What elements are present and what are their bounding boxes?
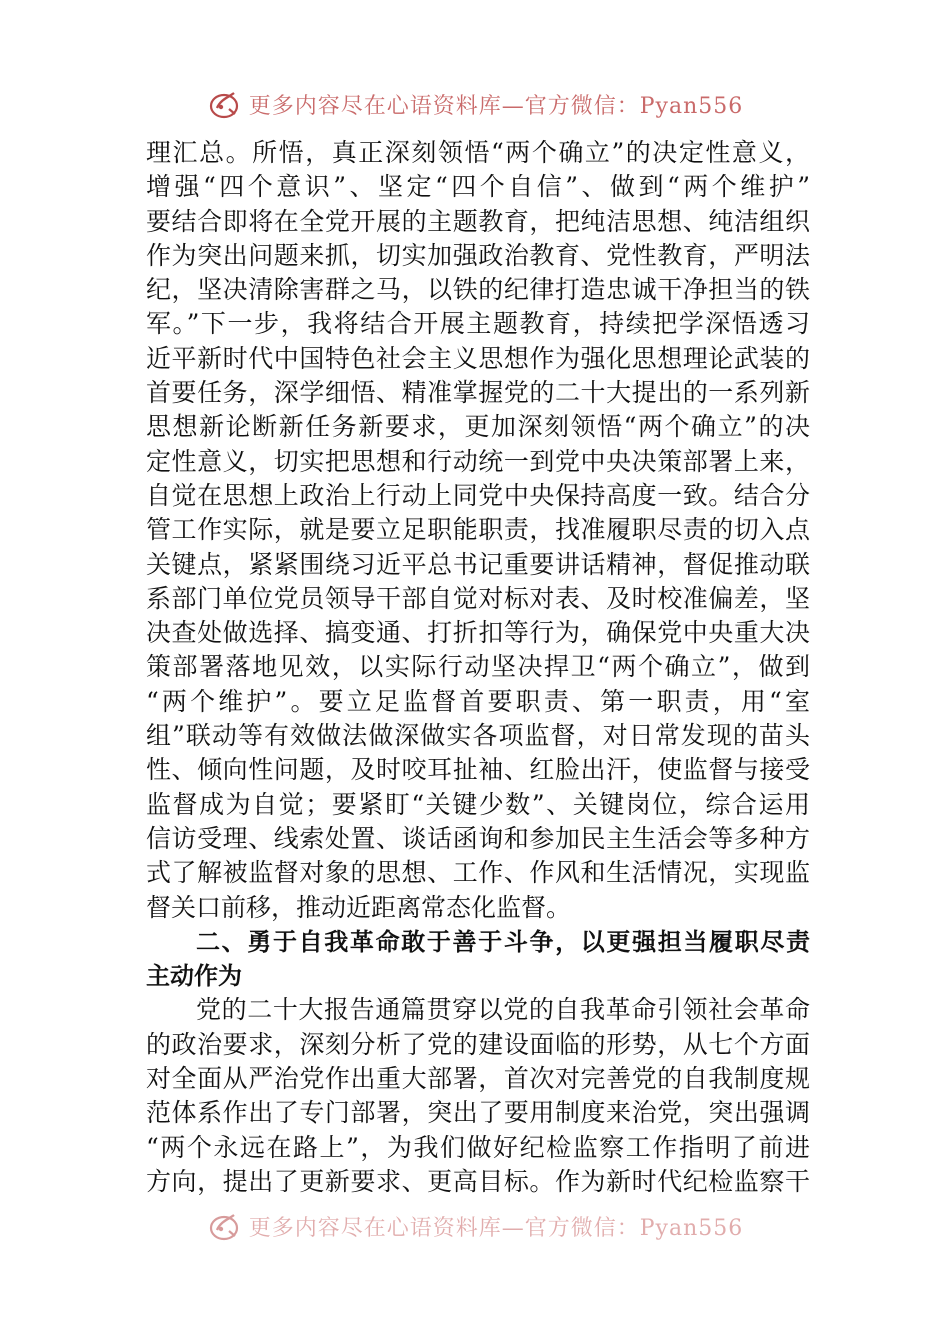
watermark-footer bbox=[0, 1208, 950, 1244]
text-line: 近平新时代中国特色社会主义思想作为强化思想理论武装的 bbox=[146, 343, 810, 373]
text-line: 决查处做选择、搞变通、打折扣等行为，确保党中央重大决 bbox=[146, 618, 810, 648]
text-line: 作为突出问题来抓，切实加强政治教育、党性教育，严明法 bbox=[146, 240, 810, 270]
text-line: 监督成为自觉；要紧盯“关键少数”、关键岗位，综合运用 bbox=[146, 789, 810, 819]
text-line: 军。”下一步，我将结合开展主题教育，持续把学深悟透习 bbox=[146, 309, 810, 339]
text-line: 方向，提出了更新要求、更高目标。作为新时代纪检监察干 bbox=[146, 1166, 810, 1196]
text-line: 自觉在思想上政治上行动上同党中央保持高度一致。结合分 bbox=[146, 480, 810, 510]
text-line: 思想新论断新任务新要求，更加深刻领悟“两个确立”的决 bbox=[146, 412, 810, 442]
text-line: 性、倾向性问题，及时咬耳扯袖、红脸出汗，使监督与接受 bbox=[146, 755, 810, 785]
watermark-header bbox=[0, 86, 950, 122]
text-line: 增强“四个意识”、坚定“四个自信”、做到“两个维护” bbox=[146, 172, 810, 202]
section-heading bbox=[146, 925, 810, 994]
text-line: 要结合即将在全党开展的主题教育，把纯洁思想、纯洁组织 bbox=[146, 206, 810, 236]
text-line: 定性意义，切实把思想和行动统一到党中央决策部署上来， bbox=[146, 446, 810, 476]
text-line: 党的二十大报告通篇贯穿以党的自我革命引领社会革命 bbox=[196, 995, 810, 1025]
text-line: 督关口前移，推动近距离常态化监督。 bbox=[146, 892, 572, 922]
text-line: 式了解被监督对象的思想、工作、作风和生活情况，实现监 bbox=[146, 858, 810, 888]
text-line: 对全面从严治党作出重大部署，首次对完善党的自我制度规 bbox=[146, 1064, 810, 1094]
text-line: “两个维护”。要立足监督首要职责、第一职责，用“室 bbox=[146, 686, 810, 716]
text-line: 策部署落地见效，以实际行动坚决捍卫“两个确立”，做到 bbox=[146, 652, 810, 682]
text-line: 管工作实际，就是要立足职能职责，找准履职尽责的切入点 bbox=[146, 515, 810, 545]
text-line: “两个永远在路上”，为我们做好纪检监察工作指明了前进 bbox=[146, 1132, 810, 1162]
watermark-logo-icon bbox=[207, 1209, 241, 1243]
text-line: 的政治要求，深刻分析了党的建设面临的形势，从七个方面 bbox=[146, 1029, 810, 1059]
watermark-text: 更多内容尽在心语资料库—官方微信：Pyan556 bbox=[248, 93, 744, 119]
text-line: 关键点，紧紧围绕习近平总书记重要讲话精神，督促推动联 bbox=[146, 549, 810, 579]
text-line: 首要任务，深学细悟、精准掌握党的二十大提出的一系列新 bbox=[146, 378, 810, 408]
document-body bbox=[146, 136, 810, 1199]
paragraph-1 bbox=[146, 136, 810, 925]
text-line: 信访受理、线索处置、谈话函询和参加民主生活会等多种方 bbox=[146, 823, 810, 853]
text-line: 纪，坚决清除害群之马，以铁的纪律打造忠诚干净担当的铁 bbox=[146, 275, 810, 305]
text-line: 理汇总。所悟，真正深刻领悟“两个确立”的决定性意义， bbox=[146, 138, 810, 167]
text-line: 系部门单位党员领导干部自觉对标对表、及时校准偏差，坚 bbox=[146, 583, 810, 613]
heading-line: 主动作为 bbox=[146, 962, 242, 991]
watermark-text: 更多内容尽在心语资料库—官方微信：Pyan556 bbox=[248, 1215, 744, 1241]
text-line: 范体系作出了专门部署，突出了要用制度来治党，突出强调 bbox=[146, 1098, 810, 1128]
watermark-logo-icon bbox=[207, 87, 241, 121]
paragraph-2 bbox=[146, 993, 810, 1199]
text-line: 组”联动等有效做法做深做实各项监督，对日常发现的苗头 bbox=[146, 721, 810, 751]
heading-line: 二、勇于自我革命敢于善于斗争，以更强担当履职尽责 bbox=[196, 927, 810, 956]
